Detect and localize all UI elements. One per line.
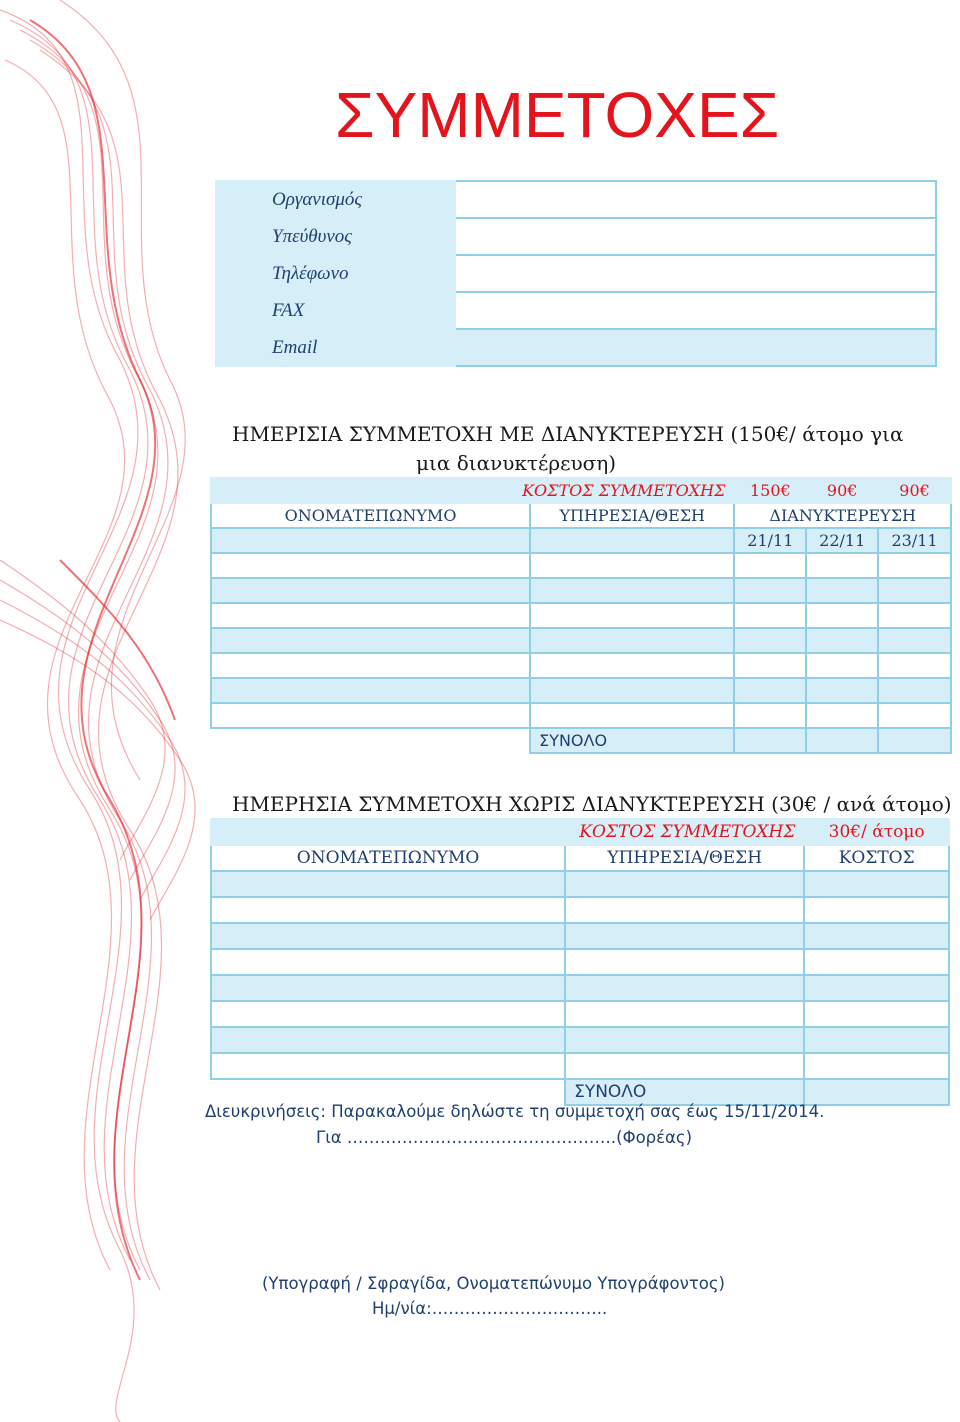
dates-row [211,528,951,553]
name-cell[interactable] [211,871,565,897]
night-cell[interactable] [734,703,806,728]
night-cell[interactable] [806,553,878,578]
total-cell[interactable] [878,728,951,753]
section2-heading: ΗΜΕΡΗΣΙΑ ΣΥΜΜΕΤΟΧΗ ΧΩΡΙΣ ΔΙΑΝΥΚΤΕΡΕΥΣΗ (30€ / ανά άτομο) [232,792,952,816]
column-header-service: ΥΠΗΡΕΣΙΑ/ΘΕΣΗ [530,503,734,528]
contact-person-field[interactable] [455,218,936,255]
info-row [216,181,936,218]
name-cell[interactable] [211,1053,565,1079]
overnight-participation-table [210,477,952,754]
service-cell[interactable] [565,1001,804,1027]
table-row [211,703,951,728]
phone-field[interactable] [455,255,936,292]
header-row [211,503,951,528]
table-cell [211,728,530,753]
cost-row [211,819,949,845]
night-cell[interactable] [734,628,806,653]
night-cell[interactable] [878,653,951,678]
service-cell[interactable] [530,578,734,603]
night-cell[interactable] [806,578,878,603]
date-line: Ημ/νία:………………………….. [372,1299,608,1318]
service-cell[interactable] [530,628,734,653]
night-cell[interactable] [806,703,878,728]
organisation-field[interactable] [455,181,936,218]
date-label: 23/11 [878,528,951,553]
service-cell[interactable] [530,653,734,678]
name-cell[interactable] [211,897,565,923]
name-cell[interactable] [211,553,530,578]
name-cell[interactable] [211,923,565,949]
organisation-info-table [215,180,937,367]
total-cell[interactable] [804,1079,949,1105]
night-cell[interactable] [806,603,878,628]
info-label: Τηλέφωνο [216,255,455,292]
date-label: 22/11 [806,528,878,553]
night-cell[interactable] [878,603,951,628]
total-row [211,728,951,753]
table-row [211,897,949,923]
service-cell[interactable] [530,553,734,578]
night-cell[interactable] [878,578,951,603]
info-label: Υπεύθυνος [216,218,455,255]
name-cell[interactable] [211,678,530,703]
night-cell[interactable] [734,653,806,678]
column-header-name: ΟΝΟΜΑΤΕΠΩΝΥΜΟ [211,503,530,528]
service-cell[interactable] [565,975,804,1001]
night-cell[interactable] [734,553,806,578]
name-cell[interactable] [211,1001,565,1027]
info-label: Οργανισμός [216,181,455,218]
name-cell[interactable] [211,975,565,1001]
header-row [211,845,949,871]
total-label: ΣΥΝΟΛΟ [565,1079,804,1105]
table-row [211,949,949,975]
info-row [216,292,936,329]
night-cell[interactable] [878,553,951,578]
date-label: 21/11 [734,528,806,553]
table-cell [530,528,734,553]
cost-cell[interactable] [804,1027,949,1053]
cost-cell[interactable] [804,1001,949,1027]
info-row [216,255,936,292]
total-label: ΣΥΝΟΛΟ [530,728,734,753]
name-cell[interactable] [211,578,530,603]
table-row [211,1027,949,1053]
night-cell[interactable] [806,628,878,653]
table-row [211,975,949,1001]
column-header-service: ΥΠΗΡΕΣΙΑ/ΘΕΣΗ [565,845,804,871]
total-cell[interactable] [806,728,878,753]
cost-label: ΚΟΣΤΟΣ ΣΥΜΜΕΤΟΧΗΣ [211,819,804,845]
column-header-name: ΟΝΟΜΑΤΕΠΩΝΥΜΟ [211,845,565,871]
day-participation-table [210,818,950,1106]
night-cell[interactable] [734,603,806,628]
table-row [211,578,951,603]
cost-cell[interactable] [804,871,949,897]
table-row [211,923,949,949]
cost-cell[interactable] [804,975,949,1001]
table-row [211,871,949,897]
table-row [211,653,951,678]
organisation-line: Για ………………………………………….(Φορέας) [316,1128,693,1147]
name-cell[interactable] [211,703,530,728]
email-field[interactable] [455,329,936,366]
column-header-cost: ΚΟΣΤΟΣ [804,845,949,871]
section1-heading-line1: ΗΜΕΡΙΣΙΑ ΣΥΜΜΕΤΟΧΗ ΜΕ ΔΙΑΝΥΚΤΕΡΕΥΣΗ (150€/ άτομο για [232,422,904,446]
service-cell[interactable] [530,703,734,728]
cost-value: 90€ [878,478,951,503]
night-cell[interactable] [878,628,951,653]
night-cell[interactable] [878,678,951,703]
info-row [216,329,936,366]
service-cell[interactable] [565,949,804,975]
table-cell [211,528,530,553]
cost-value: 150€ [734,478,806,503]
info-row [216,218,936,255]
service-cell[interactable] [565,871,804,897]
name-cell[interactable] [211,603,530,628]
table-row [211,628,951,653]
info-label: Email [216,329,455,366]
service-cell[interactable] [565,923,804,949]
section1-heading-line2: μια διανυκτέρευση) [416,451,617,475]
night-cell[interactable] [734,578,806,603]
night-cell[interactable] [806,653,878,678]
cost-cell[interactable] [804,1053,949,1079]
cost-label: ΚΟΣΤΟΣ ΣΥΜΜΕΤΟΧΗΣ [211,478,734,503]
name-cell[interactable] [211,628,530,653]
info-label: FAX [216,292,455,329]
cost-value: 90€ [806,478,878,503]
table-row [211,553,951,578]
signature-note: (Υπογραφή / Σφραγίδα, Ονοματεπώνυμο Υπογράφοντος) [262,1274,725,1293]
page-title: ΣΥΜΜΕΤΟΧΕΣ [335,79,780,151]
service-cell[interactable] [565,897,804,923]
service-cell[interactable] [565,1053,804,1079]
night-cell[interactable] [878,703,951,728]
service-cell[interactable] [530,603,734,628]
table-row [211,678,951,703]
cost-cell[interactable] [804,897,949,923]
column-header-overnight: ΔΙΑΝΥΚΤΕΡΕΥΣΗ [734,503,951,528]
service-cell[interactable] [565,1027,804,1053]
cost-cell[interactable] [804,949,949,975]
table-row [211,1053,949,1079]
night-cell[interactable] [734,678,806,703]
service-cell[interactable] [530,678,734,703]
name-cell[interactable] [211,1027,565,1053]
table-row [211,1001,949,1027]
total-cell[interactable] [734,728,806,753]
clarification-note: Διευκρινήσεις: Παρακαλούμε δηλώστε τη συμμετοχή σας έως 15/11/2014. [205,1102,825,1121]
cost-row [211,478,951,503]
fax-field[interactable] [455,292,936,329]
name-cell[interactable] [211,949,565,975]
cost-value: 30€/ άτομο [804,819,949,845]
night-cell[interactable] [806,678,878,703]
name-cell[interactable] [211,653,530,678]
table-row [211,603,951,628]
cost-cell[interactable] [804,923,949,949]
